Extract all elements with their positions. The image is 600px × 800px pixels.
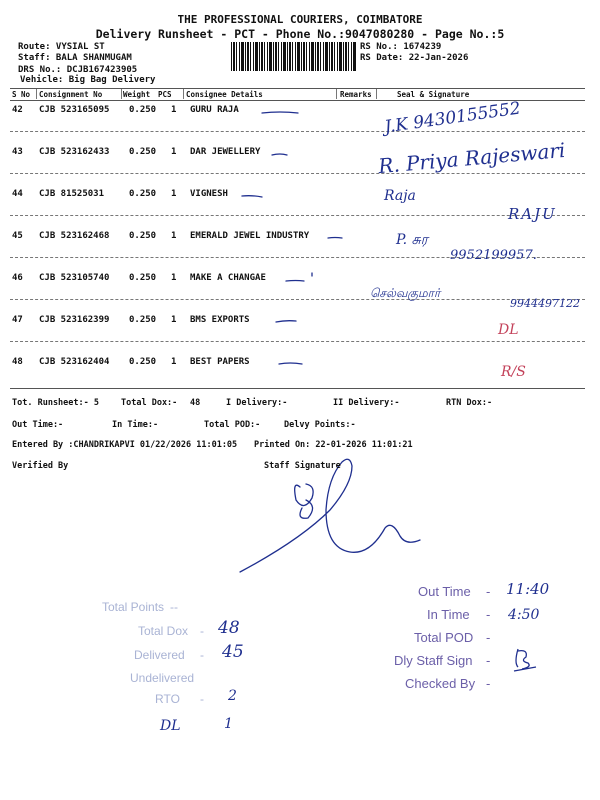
row-consignment: CJB 523105740 [39,273,110,283]
row-pcs: 1 [171,357,177,367]
row-sno: 45 [12,231,23,241]
row-consignment: CJB 523162433 [39,147,110,157]
row-consignment: CJB 523165095 [39,105,110,115]
signature-45a: P. சுர [396,232,428,248]
stamp-undelivered: Undelivered [130,671,195,685]
out-time: Out Time:- [12,420,64,430]
stamp-dl: DL [160,718,181,734]
row-consignment: CJB 523162399 [39,315,110,325]
total-dox-label: Total Dox:- [121,398,178,408]
row-sno: 48 [12,357,23,367]
row-sno: 42 [12,105,23,115]
stamp-staff-initials [510,645,540,673]
staff-signature: Staff Signature [264,461,341,471]
row-weight: 0.250 [129,273,157,283]
signature-46b: 9944497122 [510,297,580,310]
stamp-total-points: Total Points [102,600,165,614]
col-consignment: Consignment No [39,90,103,99]
row-pcs: 1 [171,105,177,115]
stamp-in-time-value: 4:50 [508,607,540,623]
row-weight: 0.250 [129,147,157,157]
stamp-delivered: Delivered [134,648,185,662]
signature-46a: செல்வகுமார் [370,286,441,300]
signature-42: J.K 9430155552 [383,98,522,138]
stamp-total-dox: Total Dox [138,624,189,638]
row-sno: 46 [12,273,23,283]
row-weight: 0.250 [129,315,157,325]
i-delivery: I Delivery:- [226,398,288,408]
row-consignment: CJB 523162468 [39,231,110,241]
delvy-points: Delvy Points:- [284,420,356,430]
stamp-out-time: Out Time [418,584,471,599]
signature-44a: Raja [384,188,416,204]
row-sno: 44 [12,189,23,199]
in-time: In Time:- [112,420,159,430]
drs-number: DRS No.: DCJB167423905 [18,65,138,75]
stamp-in-time: In Time [427,607,470,622]
stamp-rto: RTO [155,692,180,706]
signature-44b: RAJU [508,205,557,223]
stamp-checked-by: Checked By [405,676,476,691]
row-consignee: BMS EXPORTS [190,315,250,325]
runsheet-subtitle: Delivery Runsheet - PCT - Phone No.:9047080280 - Page No.:5 [95,27,505,41]
row-weight: 0.250 [129,357,157,367]
row-pcs: 1 [171,273,177,283]
rs-date: RS Date: 22-Jan-2026 [360,53,469,63]
row-consignment: CJB 523162404 [39,357,110,367]
signature-45b: 9952199957. [450,248,537,263]
company-title: THE PROFESSIONAL COURIERS, COIMBATORE [177,13,423,26]
col-consignee: Consignee Details [186,90,263,99]
col-seal: Seal & Signature [397,90,470,99]
col-remarks: Remarks [340,90,372,99]
signature-48: R/S [501,364,526,380]
stamp-dl-value: 1 [224,716,233,732]
row-consignee: EMERALD JEWEL INDUSTRY [190,231,310,241]
col-pcs: PCS [158,90,172,99]
rs-number: RS No.: 1674239 [360,42,442,52]
row-weight: 0.250 [129,189,157,199]
row-consignee: DAR JEWELLERY [190,147,261,157]
row-consignee: BEST PAPERS [190,357,250,367]
row-pcs: 1 [171,189,177,199]
signature-47: DL [498,322,519,338]
total-dox-value: 48 [190,398,201,408]
entered-by: Entered By :CHANDRIKAPVI 01/22/2026 11:01:05 [12,440,238,450]
row-pcs: 1 [171,231,177,241]
route-label: Route: VYSIAL ST [18,42,105,52]
vehicle-label: Vehicle: Big Bag Delivery [20,75,156,85]
printed-on: Printed On: 22-01-2026 11:01:21 [254,440,413,450]
signature-43: R. Priya Rajeswari [377,137,567,179]
row-sno: 43 [12,147,23,157]
row-sno: 47 [12,315,23,325]
row-consignee: GURU RAJA [190,105,239,115]
staff-label: Staff: BALA SHANMUGAM [18,53,132,63]
stamp-rto-value: 2 [228,688,237,704]
row-consignee: MAKE A CHANGAE [190,273,266,283]
verified-by: Verified By [12,461,69,471]
ii-delivery: II Delivery:- [333,398,400,408]
col-weight: Weight [123,90,151,99]
col-sno: S No [12,90,31,99]
rtn-dox: RTN Dox:- [446,398,493,408]
total-pod: Total POD:- [204,420,261,430]
stamp-out-time-value: 11:40 [506,580,550,598]
row-pcs: 1 [171,147,177,157]
row-pcs: 1 [171,315,177,325]
stamp-total-pod: Total POD [414,630,474,645]
row-consignee: VIGNESH [190,189,228,199]
row-weight: 0.250 [129,105,157,115]
row-weight: 0.250 [129,231,157,241]
stamp-total-dox-value: 48 [218,618,240,638]
stamp-delivered-value: 45 [222,642,244,662]
row-consignment: CJB 81525031 [39,189,105,199]
stamp-dly-staff-sign: Dly Staff Sign [394,653,473,668]
tot-runsheet: Tot. Runsheet:- 5 [12,398,99,408]
